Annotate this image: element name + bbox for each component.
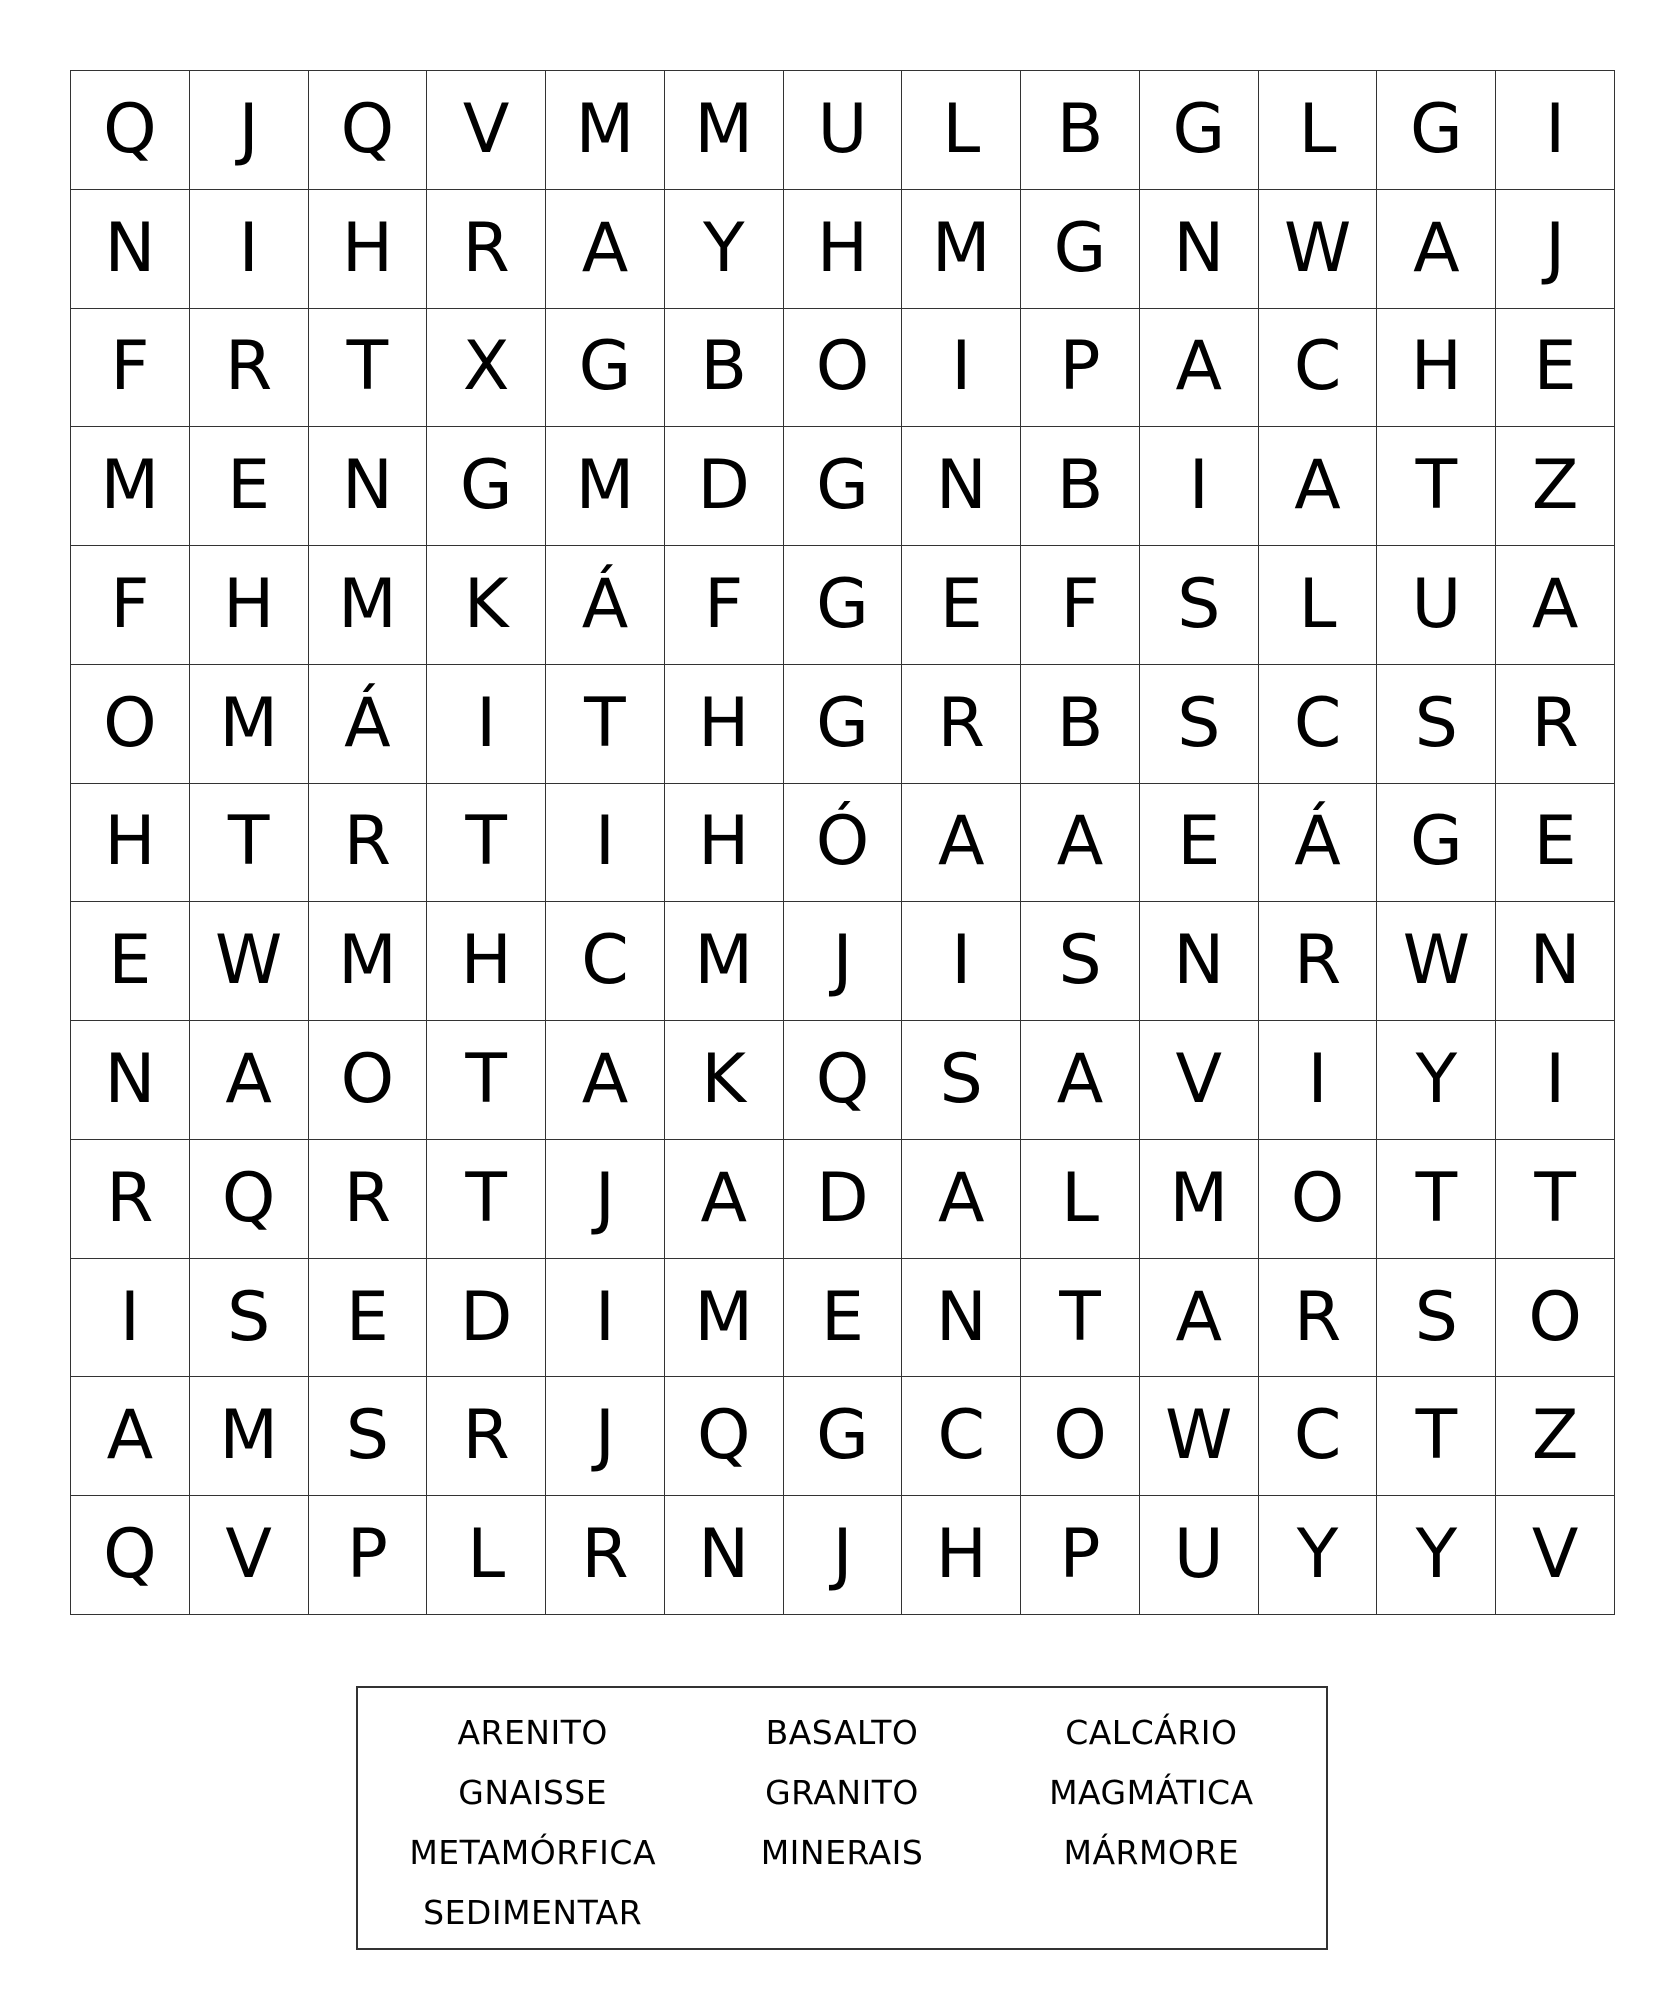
word-list-item: MÁRMORE bbox=[1063, 1832, 1240, 1872]
grid-cell[interactable]: E bbox=[784, 1259, 903, 1378]
grid-cell[interactable]: G bbox=[427, 427, 546, 546]
grid-cell[interactable]: N bbox=[665, 1496, 784, 1615]
grid-cell[interactable]: N bbox=[902, 427, 1021, 546]
grid-cell[interactable]: N bbox=[1140, 190, 1259, 309]
grid-cell[interactable]: G bbox=[784, 427, 903, 546]
grid-cell[interactable]: H bbox=[665, 784, 784, 903]
word-list-item: ARENITO bbox=[457, 1712, 608, 1752]
grid-cell[interactable]: V bbox=[427, 71, 546, 190]
grid-cell[interactable]: W bbox=[190, 902, 309, 1021]
grid-cell[interactable]: K bbox=[665, 1021, 784, 1140]
grid-cell[interactable]: R bbox=[427, 1377, 546, 1496]
grid-cell[interactable]: H bbox=[427, 902, 546, 1021]
grid-cell[interactable]: E bbox=[1496, 309, 1615, 428]
grid-cell[interactable]: T bbox=[427, 784, 546, 903]
grid-cell[interactable]: T bbox=[190, 784, 309, 903]
grid-cell[interactable]: E bbox=[902, 546, 1021, 665]
grid-cell[interactable]: E bbox=[1496, 784, 1615, 903]
grid-cell[interactable]: Q bbox=[784, 1021, 903, 1140]
grid-cell[interactable]: A bbox=[1140, 1259, 1259, 1378]
grid-cell[interactable]: G bbox=[784, 546, 903, 665]
grid-cell[interactable]: P bbox=[1021, 309, 1140, 428]
grid-cell[interactable]: M bbox=[665, 71, 784, 190]
grid-cell[interactable]: S bbox=[1377, 1259, 1496, 1378]
grid-cell[interactable]: I bbox=[1259, 1021, 1378, 1140]
grid-cell[interactable]: N bbox=[71, 1021, 190, 1140]
grid-cell[interactable]: H bbox=[784, 190, 903, 309]
grid-cell[interactable]: H bbox=[190, 546, 309, 665]
grid-cell[interactable]: P bbox=[1021, 1496, 1140, 1615]
grid-cell[interactable]: L bbox=[1021, 1140, 1140, 1259]
grid-cell[interactable]: A bbox=[1021, 1021, 1140, 1140]
grid-cell[interactable]: R bbox=[1496, 665, 1615, 784]
grid-cell[interactable]: Q bbox=[71, 1496, 190, 1615]
grid-cell[interactable]: I bbox=[190, 190, 309, 309]
grid-cell[interactable]: Y bbox=[1259, 1496, 1378, 1615]
grid-cell[interactable]: T bbox=[546, 665, 665, 784]
grid-cell[interactable]: L bbox=[1259, 546, 1378, 665]
grid-cell[interactable]: N bbox=[309, 427, 428, 546]
grid-cell[interactable]: M bbox=[665, 1259, 784, 1378]
grid-cell[interactable]: M bbox=[1140, 1140, 1259, 1259]
grid-cell[interactable]: M bbox=[546, 71, 665, 190]
grid-cell[interactable]: X bbox=[427, 309, 546, 428]
grid-cell[interactable]: R bbox=[902, 665, 1021, 784]
grid-cell[interactable]: U bbox=[1140, 1496, 1259, 1615]
grid-cell[interactable]: T bbox=[1021, 1259, 1140, 1378]
grid-cell[interactable]: C bbox=[1259, 1377, 1378, 1496]
grid-cell[interactable]: I bbox=[902, 902, 1021, 1021]
grid-cell[interactable]: O bbox=[1496, 1259, 1615, 1378]
grid-cell[interactable]: M bbox=[190, 665, 309, 784]
grid-cell[interactable]: R bbox=[190, 309, 309, 428]
grid-cell[interactable]: N bbox=[1140, 902, 1259, 1021]
grid-cell[interactable]: T bbox=[309, 309, 428, 428]
grid-cell[interactable]: W bbox=[1377, 902, 1496, 1021]
grid-cell[interactable]: S bbox=[1021, 902, 1140, 1021]
grid-cell[interactable]: A bbox=[902, 1140, 1021, 1259]
grid-cell[interactable]: I bbox=[71, 1259, 190, 1378]
grid-cell[interactable]: O bbox=[71, 665, 190, 784]
grid-cell[interactable]: E bbox=[71, 902, 190, 1021]
grid-cell[interactable]: B bbox=[1021, 665, 1140, 784]
grid-cell[interactable]: J bbox=[546, 1140, 665, 1259]
word-list-item: METAMÓRFICA bbox=[409, 1832, 657, 1872]
grid-cell[interactable]: L bbox=[1259, 71, 1378, 190]
grid-cell[interactable]: U bbox=[784, 71, 903, 190]
grid-cell[interactable]: T bbox=[1377, 1140, 1496, 1259]
letter-grid bbox=[70, 70, 1615, 1615]
grid-cell[interactable]: Á bbox=[1259, 784, 1378, 903]
word-list-item: CALCÁRIO bbox=[1065, 1712, 1238, 1752]
grid-cell[interactable]: R bbox=[546, 1496, 665, 1615]
grid-cell[interactable]: G bbox=[784, 665, 903, 784]
grid-cell[interactable]: Q bbox=[309, 71, 428, 190]
grid-cell[interactable]: T bbox=[427, 1021, 546, 1140]
grid-cell[interactable]: M bbox=[190, 1377, 309, 1496]
grid-cell[interactable]: F bbox=[665, 546, 784, 665]
grid-cell[interactable]: O bbox=[784, 309, 903, 428]
grid-cell[interactable]: E bbox=[309, 1259, 428, 1378]
grid-cell[interactable]: O bbox=[1021, 1377, 1140, 1496]
grid-cell[interactable]: O bbox=[309, 1021, 428, 1140]
grid-cell[interactable]: Y bbox=[665, 190, 784, 309]
grid-cell[interactable]: H bbox=[71, 784, 190, 903]
word-list-item: GNAISSE bbox=[458, 1772, 608, 1812]
grid-cell[interactable]: S bbox=[1140, 546, 1259, 665]
word-list bbox=[356, 1686, 1328, 1950]
grid-cell[interactable]: A bbox=[902, 784, 1021, 903]
grid-cell[interactable]: R bbox=[309, 1140, 428, 1259]
grid-cell[interactable]: A bbox=[546, 190, 665, 309]
grid-cell[interactable]: H bbox=[309, 190, 428, 309]
grid-cell[interactable]: G bbox=[1140, 71, 1259, 190]
grid-cell[interactable]: F bbox=[71, 309, 190, 428]
grid-cell[interactable]: I bbox=[546, 1259, 665, 1378]
grid-cell[interactable]: A bbox=[546, 1021, 665, 1140]
grid-cell[interactable]: Á bbox=[309, 665, 428, 784]
grid-cell[interactable]: B bbox=[665, 309, 784, 428]
grid-cell[interactable]: T bbox=[1377, 427, 1496, 546]
grid-cell[interactable]: C bbox=[1259, 665, 1378, 784]
grid-cell[interactable]: T bbox=[427, 1140, 546, 1259]
grid-cell[interactable]: V bbox=[1140, 1021, 1259, 1140]
grid-cell[interactable]: A bbox=[190, 1021, 309, 1140]
grid-cell[interactable]: I bbox=[1496, 1021, 1615, 1140]
grid-cell[interactable]: S bbox=[1140, 665, 1259, 784]
grid-cell[interactable]: C bbox=[902, 1377, 1021, 1496]
grid-cell[interactable]: B bbox=[1021, 427, 1140, 546]
grid-cell[interactable]: Q bbox=[665, 1377, 784, 1496]
grid-cell[interactable]: M bbox=[902, 190, 1021, 309]
grid-cell[interactable]: P bbox=[309, 1496, 428, 1615]
grid-cell[interactable]: G bbox=[1377, 71, 1496, 190]
grid-cell[interactable]: H bbox=[902, 1496, 1021, 1615]
grid-cell[interactable]: M bbox=[665, 902, 784, 1021]
grid-cell[interactable]: Y bbox=[1377, 1496, 1496, 1615]
grid-cell[interactable]: H bbox=[1377, 309, 1496, 428]
grid-cell[interactable]: Ó bbox=[784, 784, 903, 903]
grid-cell[interactable]: J bbox=[1496, 190, 1615, 309]
grid-cell[interactable]: A bbox=[1140, 309, 1259, 428]
grid-cell[interactable]: H bbox=[665, 665, 784, 784]
word-list-item: MINERAIS bbox=[760, 1832, 924, 1872]
grid-cell[interactable]: M bbox=[546, 427, 665, 546]
grid-cell[interactable]: A bbox=[1259, 427, 1378, 546]
grid-cell[interactable]: I bbox=[1496, 71, 1615, 190]
grid-cell[interactable]: D bbox=[665, 427, 784, 546]
grid-cell[interactable]: J bbox=[784, 902, 903, 1021]
grid-cell[interactable]: J bbox=[546, 1377, 665, 1496]
grid-cell[interactable]: A bbox=[1021, 784, 1140, 903]
grid-cell[interactable]: J bbox=[784, 1496, 903, 1615]
grid-cell[interactable]: I bbox=[546, 784, 665, 903]
grid-cell[interactable]: R bbox=[309, 784, 428, 903]
word-list-item: MAGMÁTICA bbox=[1049, 1772, 1254, 1812]
grid-cell[interactable]: C bbox=[1259, 309, 1378, 428]
grid-cell[interactable]: N bbox=[1496, 902, 1615, 1021]
word-list-item: SEDIMENTAR bbox=[423, 1892, 643, 1932]
grid-cell[interactable]: Z bbox=[1496, 427, 1615, 546]
grid-cell[interactable]: S bbox=[902, 1021, 1021, 1140]
grid-cell[interactable]: N bbox=[902, 1259, 1021, 1378]
grid-cell[interactable]: A bbox=[665, 1140, 784, 1259]
grid-cell[interactable]: Y bbox=[1377, 1021, 1496, 1140]
grid-cell[interactable]: O bbox=[1259, 1140, 1378, 1259]
grid-cell[interactable]: S bbox=[309, 1377, 428, 1496]
grid-cell[interactable]: L bbox=[902, 71, 1021, 190]
grid-cell[interactable]: I bbox=[1140, 427, 1259, 546]
grid-cell[interactable]: G bbox=[546, 309, 665, 428]
grid-cell[interactable]: M bbox=[309, 902, 428, 1021]
grid-cell[interactable]: R bbox=[427, 190, 546, 309]
grid-cell[interactable]: D bbox=[784, 1140, 903, 1259]
grid-cell[interactable]: J bbox=[190, 71, 309, 190]
grid-cell[interactable]: K bbox=[427, 546, 546, 665]
grid-cell[interactable]: S bbox=[1377, 665, 1496, 784]
grid-cell[interactable]: V bbox=[1496, 1496, 1615, 1615]
word-list-item: BASALTO bbox=[765, 1712, 919, 1752]
grid-cell[interactable]: E bbox=[1140, 784, 1259, 903]
grid-cell[interactable]: G bbox=[784, 1377, 903, 1496]
grid-cell[interactable]: C bbox=[546, 902, 665, 1021]
grid-cell[interactable]: M bbox=[309, 546, 428, 665]
grid-cell[interactable]: L bbox=[427, 1496, 546, 1615]
grid-cell[interactable]: S bbox=[190, 1259, 309, 1378]
grid-cell[interactable]: T bbox=[1496, 1140, 1615, 1259]
grid-cell[interactable]: W bbox=[1140, 1377, 1259, 1496]
grid-cell[interactable]: Z bbox=[1496, 1377, 1615, 1496]
grid-cell[interactable]: F bbox=[71, 546, 190, 665]
grid-cell[interactable]: A bbox=[71, 1377, 190, 1496]
grid-cell[interactable]: R bbox=[71, 1140, 190, 1259]
grid-cell[interactable]: U bbox=[1377, 546, 1496, 665]
grid-cell[interactable]: A bbox=[1496, 546, 1615, 665]
grid-cell[interactable]: R bbox=[1259, 1259, 1378, 1378]
grid-cell[interactable]: M bbox=[71, 427, 190, 546]
grid-cell[interactable]: W bbox=[1259, 190, 1378, 309]
grid-cell[interactable]: E bbox=[190, 427, 309, 546]
grid-cell[interactable]: F bbox=[1021, 546, 1140, 665]
grid-cell[interactable]: Á bbox=[546, 546, 665, 665]
grid-cell[interactable]: G bbox=[1021, 190, 1140, 309]
grid-cell[interactable]: B bbox=[1021, 71, 1140, 190]
grid-cell[interactable]: I bbox=[427, 665, 546, 784]
grid-cell[interactable]: I bbox=[902, 309, 1021, 428]
grid-cell[interactable]: D bbox=[427, 1259, 546, 1378]
grid-cell[interactable]: Q bbox=[190, 1140, 309, 1259]
grid-cell[interactable]: V bbox=[190, 1496, 309, 1615]
grid-cell[interactable]: G bbox=[1377, 784, 1496, 903]
grid-cell[interactable]: R bbox=[1259, 902, 1378, 1021]
grid-cell[interactable]: N bbox=[71, 190, 190, 309]
word-list-item: GRANITO bbox=[765, 1772, 919, 1812]
grid-cell[interactable]: T bbox=[1377, 1377, 1496, 1496]
grid-cell[interactable]: A bbox=[1377, 190, 1496, 309]
grid-cell[interactable]: Q bbox=[71, 71, 190, 190]
